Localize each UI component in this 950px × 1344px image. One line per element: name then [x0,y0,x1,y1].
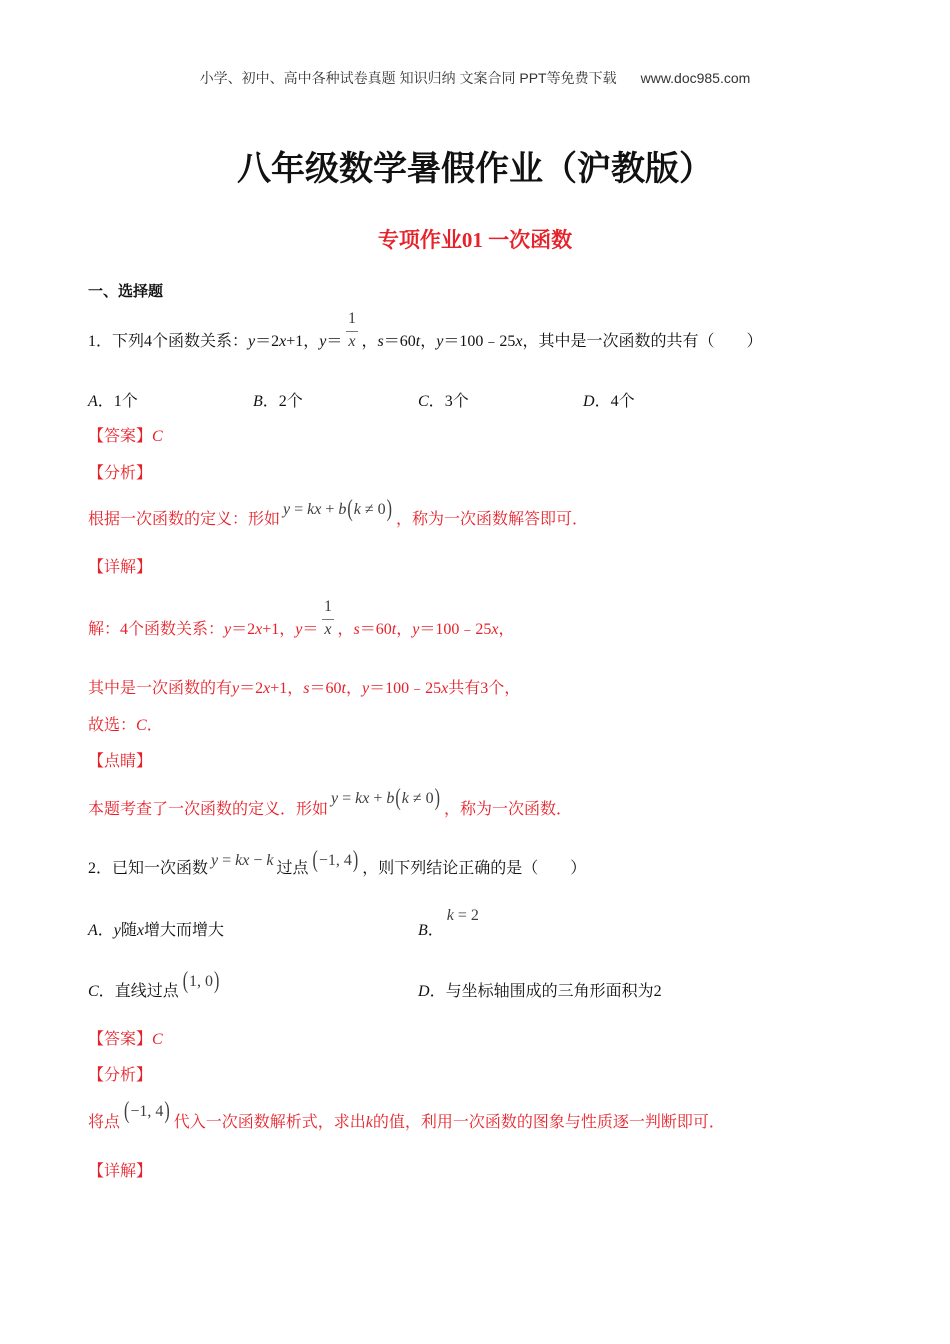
q1-analysis-text [88,496,588,530]
math-operator: = [338,790,356,807]
q1-detail-label: 【详解】 [88,559,153,576]
left-paren: ( [124,1098,130,1124]
option-letter: A [88,922,98,939]
text-run: 2．已知一次函数 [88,860,209,877]
math-variable: y [295,621,303,638]
text-run: 其中是一次函数的有 [88,680,233,697]
math-operator: = [218,852,236,869]
linear-function-formula [283,496,393,522]
q2-analysis-label: 【分析】 [88,1067,153,1084]
text-run: ＝2 [239,680,264,697]
right-paren: ) [164,1098,170,1124]
q2-option-a [88,921,224,941]
math-variable: y [211,852,219,869]
text-run: ，其中是一次函数的共有（ ） [522,333,763,350]
text-run: ， [361,333,378,350]
page-subtitle: 专项作业01 一次函数 [377,228,573,252]
q1-detail-line-3 [88,716,163,736]
point-coordinate [312,847,360,873]
option-letter: A [88,393,98,410]
question-2-stem [88,847,587,879]
option-text: 增大而增大 [144,922,225,939]
text-run: ＝60 [309,680,342,697]
math-variable: y [412,621,420,638]
math-variable: k [365,1114,373,1131]
text-run: 的值，利用一次函数的图象与性质逐一判断即可． [372,1114,725,1131]
math-variable: y [283,501,291,518]
text-run: ，则下列结论正确的是（ ） [362,860,587,877]
left-paren: ( [395,785,401,811]
function-formula [211,851,273,871]
math-operator: + [321,501,339,518]
math-variable: t [415,333,421,350]
math-variable: x [255,621,263,638]
page-title: 八年级数学暑假作业（沪教版） [237,151,713,188]
text-run: 1．下列4个函数关系： [88,333,249,350]
math-variable: y [224,621,232,638]
header-text: 小学、初中、高中各种试卷真题 知识归纳 文案合同 PPT等免费下载 [199,70,617,86]
question-1-stem [88,310,763,352]
text-run: ，称为一次函数解答即可． [395,511,588,528]
math-variable: y [113,922,121,939]
math-variable: kx [307,501,322,518]
text-run: ＝100﹣25 [369,680,442,697]
math-variable: y [362,680,370,697]
math-variable: s [377,333,384,350]
math-variable: s [353,621,360,638]
q2-answer [88,1030,163,1050]
q2-detail-label: 【详解】 [88,1163,153,1180]
point-coordinate [123,1098,171,1124]
coordinate-values: −1, 4 [130,1103,164,1120]
math-variable: k [266,852,274,869]
math-variable: x [491,621,499,638]
left-paren: ( [347,496,353,522]
option-letter: D [583,393,595,410]
option-text: 与坐标轴围成的三角形面积为2 [445,983,662,1000]
fraction-denominator: x [348,333,356,350]
math-variable: x [263,680,271,697]
q2-analysis-text [88,1098,725,1133]
q1-option-a [88,392,138,412]
text-run: 将点 [88,1114,121,1131]
answer-label: 【答案】 [88,1031,153,1048]
math-variable: y [232,680,240,697]
coordinate-values: 1, 0 [189,973,214,990]
q1-option-d [583,392,635,412]
math-variable: y [331,790,339,807]
option-text: 随 [120,922,137,939]
q1-option-b [253,392,303,412]
answer-value: C [136,717,147,734]
text-run: ， [420,333,437,350]
q1-comment-label: 【点睛】 [88,753,153,770]
q2-option-b [418,907,482,941]
math-variable: k [353,501,361,518]
left-paren: ( [312,847,318,873]
option-separator: ． [429,983,446,1000]
math-operator: + [369,790,387,807]
math-variable: kx [235,852,250,869]
text-run: 解：4个函数关系： [88,621,225,638]
right-paren: ) [352,847,359,873]
fraction-denominator: x [324,621,332,638]
answer-label: 【答案】 [88,428,153,445]
fraction-one-over-x [346,310,357,352]
option-separator: ． [97,393,114,410]
text-run: +1， [270,680,304,697]
point-coordinate [182,968,221,994]
option-letter: D [418,983,430,1000]
math-variable: y [248,333,256,350]
option-letter: C [418,393,429,410]
right-paren: ) [386,496,392,522]
math-variable: y [319,333,327,350]
text-run: ＝100﹣25 [443,333,516,350]
math-variable: y [436,333,444,350]
option-letter: B [418,922,428,939]
math-variable: x [279,333,287,350]
q1-analysis-label: 【分析】 [88,465,153,482]
math-variable: x [515,333,523,350]
option-separator: ． [428,393,445,410]
text-run: ， [498,621,515,638]
text-run: +1， [286,333,320,350]
option-separator: ． [594,393,611,410]
text-run: 故选： [88,717,137,734]
text-run: ，称为一次函数． [443,801,572,818]
option-text: 4个 [610,393,635,410]
text-run: 共有3个， [448,680,521,697]
fraction-numerator: 1 [347,310,356,327]
text-run: ＝2 [255,333,280,350]
text-run: ， [337,621,354,638]
answer-value: C [152,1031,163,1048]
coordinate-values: −1, 4 [318,852,352,869]
q1-detail-line-1 [88,598,515,640]
text-run: +1， [262,621,296,638]
math-variable: kx [355,790,370,807]
option-formula [447,906,479,926]
math-variable: k [401,790,409,807]
math-variable: x [441,680,449,697]
math-variable: x [136,922,145,939]
text-run: ＝60 [359,621,392,638]
option-text: 1个 [113,393,138,410]
option-separator: ． [98,983,115,1000]
linear-function-formula [331,785,441,811]
q1-detail-line-2 [88,679,520,699]
answer-value: C [152,428,163,445]
text-run: ， [396,621,413,638]
option-text: 3个 [444,393,469,410]
math-operator: ≠ 0 [408,790,434,807]
option-separator: ． [262,393,279,410]
option-separator: ． [97,922,114,939]
text-run: ＝2 [231,621,256,638]
q2-option-d [418,982,662,1002]
option-text: 2个 [278,393,303,410]
text-run: ＝ [302,621,319,638]
option-separator: ． [427,922,444,939]
math-variable: s [303,680,310,697]
left-paren: ( [182,968,189,994]
fraction-numerator: 1 [323,598,332,615]
fraction-one-over-x [322,598,333,640]
site-header [0,69,950,87]
math-operator: ≠ 0 [360,501,386,518]
math-variable: t [341,680,346,697]
q1-answer [88,427,163,447]
math-variable: b [386,790,395,807]
right-paren: ) [214,968,220,994]
section-heading: 一、选择题 [88,284,164,300]
math-operator: = [290,501,308,518]
option-letter: C [88,983,99,1000]
text-run: 过点 [276,860,309,877]
option-letter: B [253,393,263,410]
math-variable: t [391,621,397,638]
header-url: www.doc985.com [640,70,751,86]
right-paren: ) [434,785,440,811]
text-run: ＝ [326,333,343,350]
math-variable: b [338,501,347,518]
text-run: ， [345,680,362,697]
math-operator: − [249,852,267,869]
text-run: ＝100﹣25 [419,621,492,638]
text-run: 根据一次函数的定义：形如 [88,511,281,528]
math-variable: k [446,907,454,924]
text-run: ． [146,717,163,734]
q1-option-c [418,392,469,412]
option-text: 直线过点 [114,983,179,1000]
text-run: 本题考查了一次函数的定义．形如 [88,801,329,818]
math-operator: = 2 [453,907,479,924]
text-run: 代入一次函数解析式，求出 [173,1114,366,1131]
q1-comment-text [88,785,572,820]
q2-option-c [88,968,223,1002]
text-run: ＝60 [383,333,416,350]
